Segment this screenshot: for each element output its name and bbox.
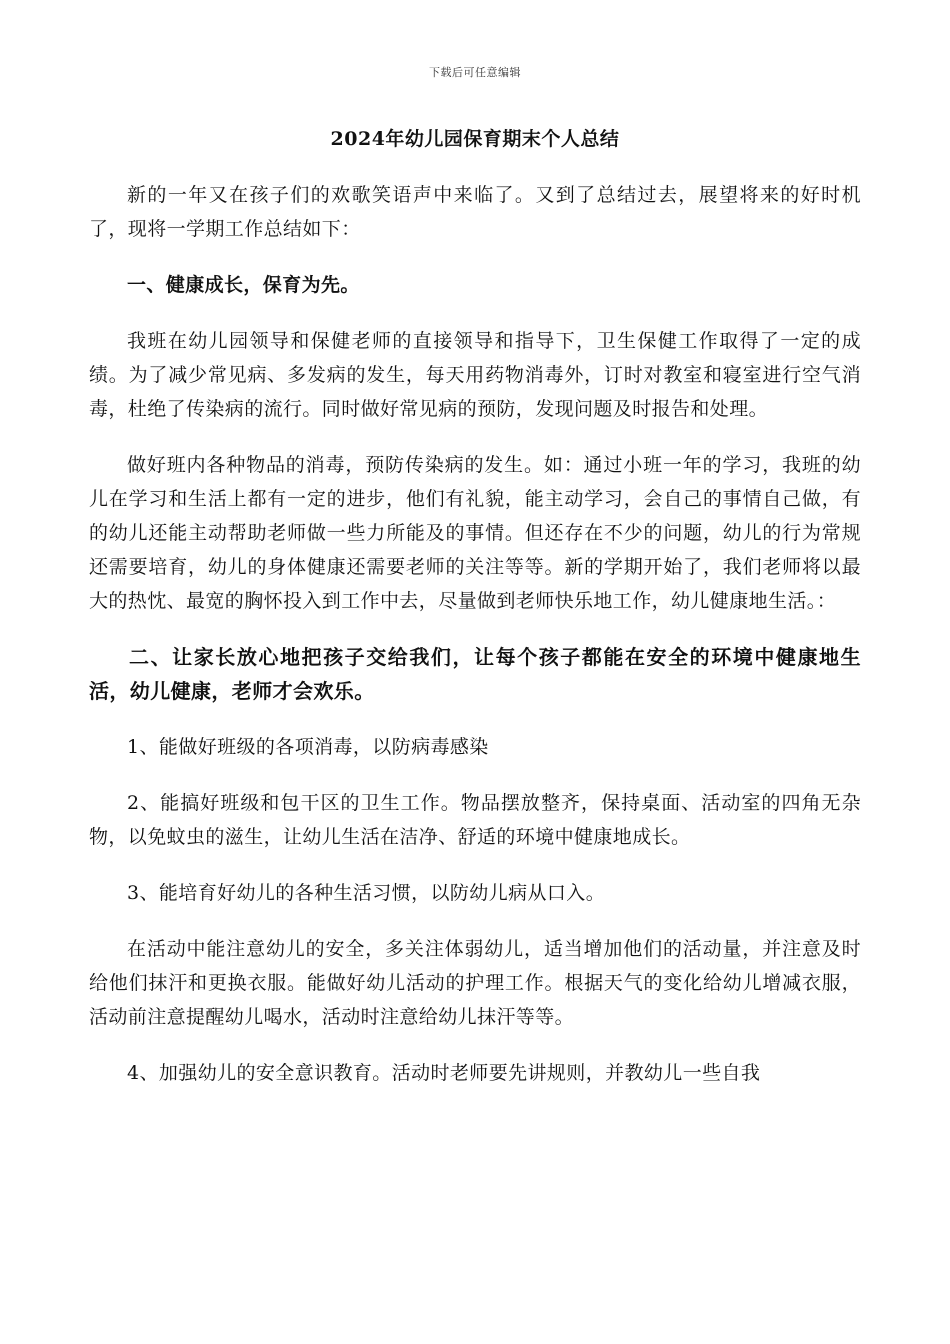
document-title: 2024年幼儿园保育期末个人总结 (330, 128, 620, 150)
document-body (89, 178, 861, 1112)
section-heading-2: 二、让家长放心地把孩子交给我们，让每个孩子都能在安全的环境中健康地生活，幼儿健康，老师才会欢乐。 (89, 645, 861, 703)
list-item: 2、能搞好班级和包干区的卫生工作。物品摆放整齐，保持桌面、活动室的四角无杂物，以免蚊虫的滋生，让幼儿生活在洁净、舒适的环境中健康地成长。 (89, 792, 861, 848)
body-paragraph: 我班在幼儿园领导和保健老师的直接领导和指导下，卫生保健工作取得了一定的成绩。为了减少常见病、多发病的发生，每天用药物消毒外，订时对教室和寝室进行空气消毒，杜绝了传染病的流行。同时做好常见病的预防，发现问题及时报告和处理。 (89, 330, 861, 420)
section-heading-1: 一、健康成长，保育为先。 (127, 274, 360, 296)
list-item: 3、能培育好幼儿的各种生活习惯，以防幼儿病从口入。 (127, 882, 606, 904)
intro-paragraph: 新的一年又在孩子们的欢歌笑语声中来临了。又到了总结过去，展望将来的好时机了，现将一学期工作总结如下： (89, 184, 861, 240)
list-item: 1、能做好班级的各项消毒，以防病毒感染 (127, 736, 489, 758)
body-paragraph: 做好班内各种物品的消毒，预防传染病的发生。如：通过小班一年的学习，我班的幼儿在学习和生活上都有一定的进步，他们有礼貌，能主动学习，会自己的事情自己做，有的幼儿还能主动帮助老师做一些力所能及的事情。但还存在不少的问题，幼儿的行为常规还需要培育，幼儿的身体健康还需要老师的关注等等。新的学期开始了，我们老师将以最大的热忱、最宽的胸怀投入到工作中去，尽量做到老师快乐地工作，幼儿健康地生活。： (89, 454, 861, 612)
body-paragraph: 在活动中能注意幼儿的安全，多关注体弱幼儿，适当增加他们的活动量，并注意及时给他们抹汗和更换衣服。能做好幼儿活动的护理工作。根据天气的变化给幼儿增减衣服，活动前注意提醒幼儿喝水，活动时注意给幼儿抹汗等等。 (89, 938, 861, 1028)
list-item: 4、加强幼儿的安全意识教育。活动时老师要先讲规则，并教幼儿一些自我 (127, 1062, 761, 1084)
header-note: 下载后可任意编辑 (429, 66, 521, 79)
